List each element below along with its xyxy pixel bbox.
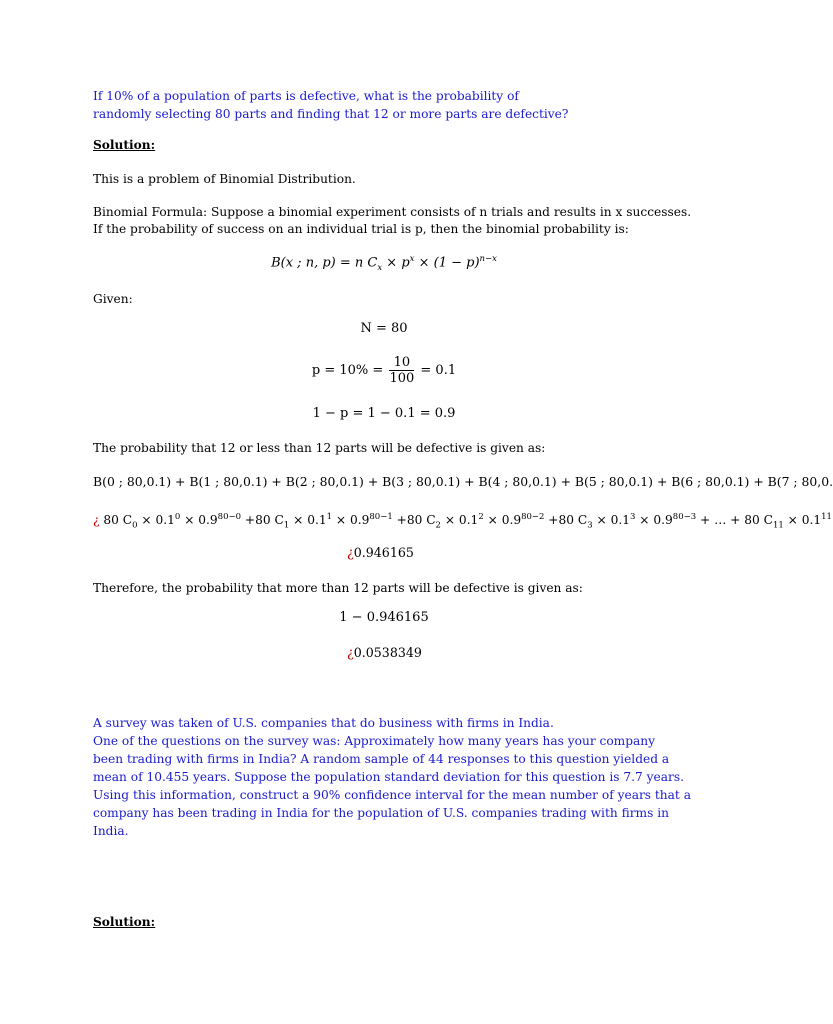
problem2-line7: India. bbox=[93, 824, 129, 838]
problem2-line6: company has been trading in India for the population of U.S. companies trading with firms in bbox=[93, 806, 669, 820]
formula-text-line1: Binomial Formula: Suppose a binomial experiment consists of n trials and results in x successes. bbox=[93, 205, 692, 219]
problem1-line1: If 10% of a population of parts is defective, what is the probability of bbox=[93, 89, 519, 103]
sum-expression: B(0 ; 80,0.1) + B(1 ; 80,0.1) + B(2 ; 80,0.1) + B(3 ; 80,0.1) + B(4 ; 80,0.1) + B(5 ; 80,0.1) + B(6 ; 80,0.1) + B(7 ; 80,0. bbox=[93, 474, 833, 489]
given-label: Given: bbox=[93, 292, 133, 306]
solution-heading: Solution: bbox=[93, 138, 156, 152]
inverted-question-glyph: ¿ bbox=[347, 645, 354, 660]
expansion-expression: ¿ 80 $C_0 \times 0.1^0 \times 0.9^{80-0} +80$ $C_1 \times 0.1^1 \times 0.9^{80-1} +80$ $C_2 \times 0.1^2 \times 0.9^{80-2} +80$ $C_3 \times 0.1^3 \times 0.9^{80-3}$ + … + 80 $C_{11} \times 0.1^{11}$ bbox=[93, 512, 832, 531]
problem2-line2: One of the questions on the survey was: Approximately how many years has your company bbox=[93, 734, 656, 748]
formula-text-line2: If the probability of success on an individual trial is p, then the binomial probability is: bbox=[93, 222, 629, 236]
given-p: p = 10% = $\frac{10}{100}$ = 0.1 bbox=[311, 355, 457, 386]
inverted-question-glyph: ¿ bbox=[93, 513, 100, 528]
given-N: N = 80 bbox=[360, 321, 408, 336]
problem1-line2: randomly selecting 80 parts and finding that 12 or more parts are defective? bbox=[93, 107, 569, 121]
problem2-line1: A survey was taken of U.S. companies that do business with firms in India. bbox=[93, 716, 554, 730]
result1-line bbox=[347, 544, 414, 562]
prob-less-text: The probability that 12 or less than 12 parts will be defective is given as: bbox=[93, 441, 546, 455]
inverted-question-glyph: ¿ bbox=[347, 545, 354, 560]
complement-expression: 1 − 0.946165 bbox=[339, 610, 429, 625]
result2-value: 0.0538349 bbox=[353, 645, 422, 660]
therefore-text: Therefore, the probability that more than 12 parts will be defective is given as: bbox=[93, 581, 583, 595]
intro-text: This is a problem of Binomial Distribution. bbox=[93, 172, 356, 186]
result1-value: 0.946165 bbox=[353, 545, 414, 560]
solution-heading-2: Solution: bbox=[93, 915, 156, 929]
problem2-line5: Using this information, construct a 90% confidence interval for the mean number of years that a bbox=[93, 788, 691, 802]
problem2-line4: mean of 10.455 years. Suppose the population standard deviation for this question is 7.7 years. bbox=[93, 770, 684, 784]
given-q: 1 − p = 1 − 0.1 = 0.9 bbox=[312, 406, 456, 421]
binomial-formula: B(x ; n, p) = n $C_x \times p^x \times (1 - p)^{n-x}$ bbox=[271, 254, 497, 273]
fraction: $\frac{10}{100}$ bbox=[389, 355, 415, 386]
problem2-line3: been trading with firms in India? A random sample of 44 responses to this question yielded a bbox=[93, 752, 670, 766]
result2-line bbox=[347, 644, 422, 662]
